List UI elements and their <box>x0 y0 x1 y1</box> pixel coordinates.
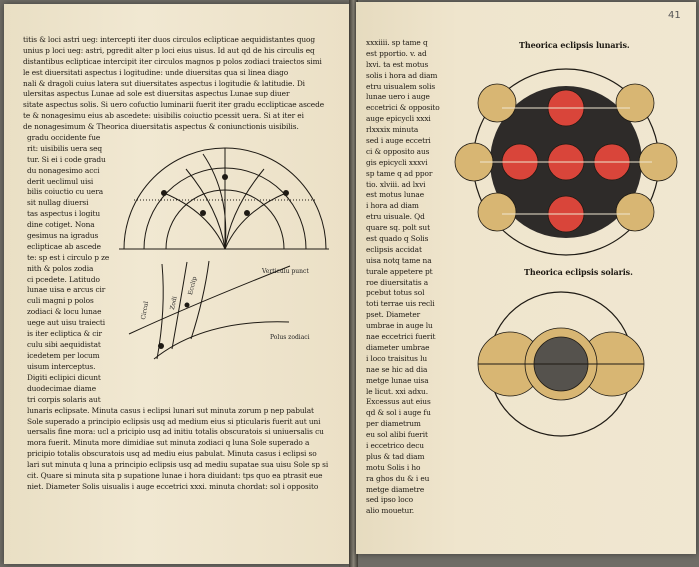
text-line: mora fuerit. Minuta more dimidiae sut minuta zodiaci q luna Sole superado a <box>27 438 310 448</box>
text-line: etru uisualem solis <box>366 81 436 91</box>
text-line: diameter umbrae <box>366 342 430 352</box>
text-line: ulersitas aspectus Lunae ad sole est diuersitas aspectus Lunae sup diuer <box>23 89 290 99</box>
diagram-point <box>200 210 206 216</box>
text-line: turale appetere pt <box>366 266 433 276</box>
text-line: zodiaci & locu lunae <box>27 307 102 317</box>
eclipse-diagrams <box>356 2 696 554</box>
text-line: nali & dragoli cuius latera sut diuersitates aspectus i logitudie & latitudie. Di <box>23 78 305 88</box>
text-line: pcebut totus sol <box>366 288 425 298</box>
text-line: solis i hora ad diam <box>366 70 438 80</box>
text-line: icedetem per locum <box>27 350 100 360</box>
text-line: unius p loci ueg: astri, pgredit alter p loci eius uisus. Id aut qd de his circulis eq <box>23 45 315 55</box>
text-line: tio. xlviii. ad lxvi <box>366 179 426 189</box>
text-line: tur. Si ei i code gradu <box>27 154 106 164</box>
text-line: qd & sol i auge fu <box>366 408 431 418</box>
text-line: lunae uero i auge <box>366 92 430 102</box>
text-line: Excessus aut eius <box>366 397 431 407</box>
text-line: umbrae in auge lu <box>366 321 433 331</box>
text-line: ci & opposito aus <box>366 146 430 156</box>
diagram-point <box>244 210 250 216</box>
solar-eclipse-diagram <box>478 292 644 436</box>
text-line: i loco traisitus lu <box>366 353 427 363</box>
text-line: bilis coiuctio cu uera <box>27 187 104 197</box>
text-line: lunaris eclipsate. Minuta casus i eclipsi lunari sut minuta zorum p nep pabulat <box>27 405 314 415</box>
text-line: sed i auge eccetri <box>366 136 431 146</box>
text-line: auge epicycli xxxi <box>366 114 431 124</box>
text-line: toti terrae uis recli <box>366 299 435 309</box>
text-line: sit nullag diuersi <box>27 198 89 208</box>
text-line: culu sibi aequidistat <box>27 339 101 349</box>
ecliptic-label: Ecclip <box>187 275 199 296</box>
lunar-eclipse-diagram <box>455 69 677 255</box>
text-line: lxvi. ta est motus <box>366 59 429 69</box>
text-line: roe diuersitatis a <box>366 277 429 287</box>
text-line: rit: uisibilis uera seq <box>27 143 102 153</box>
text-line: gesimus na igradus <box>27 231 99 241</box>
text-line: le licut. xxi adxu. <box>366 386 428 396</box>
text-line: nae eccetrici fuerit <box>366 332 436 342</box>
text-line: ci pcedete. Latitudo <box>27 274 100 284</box>
text-line: culi magni p polos <box>27 296 94 306</box>
text-line: est quado q Solis <box>366 234 429 244</box>
text-line: i hora ad diam <box>366 201 419 211</box>
text-line: Digiti eclipici dicunt <box>27 373 101 382</box>
lower-diagram-zodiac-circle <box>154 322 289 359</box>
diagram-point <box>161 190 167 196</box>
text-line: Sole superado a principio eclipsis usq ad medium eius si pticularis fuerit aut uni <box>27 416 321 426</box>
moon-disc-tan <box>478 193 516 231</box>
text-line: uersalis fine mora: ucl a pricipio usq ad initiu totalis obscuratois si uniuersalis cu <box>27 427 324 437</box>
circle-label: Circul <box>140 300 151 321</box>
diagram-point <box>222 174 228 180</box>
text-line: uege aut uisu traiecti <box>27 318 106 328</box>
text-line: dine cotiget. Nona <box>27 220 95 230</box>
text-line: eu sol alibi fuerit <box>366 430 428 440</box>
zodiac-label: Zodi <box>169 295 179 311</box>
text-line: metge diametre <box>366 484 425 494</box>
text-line: motu Solis i ho <box>366 462 421 472</box>
text-line: is iter ecliptica & cir <box>27 329 102 339</box>
text-line: niet. Diameter Solis uisualis i auge eccetrici xxxi. minuta chordat: sol i opposito <box>27 481 319 491</box>
text-line: ra ghos du & i eu <box>366 473 430 483</box>
text-line: pricipio totalis obscuratois usq ad mediu eius pabulat. Minuta casus i eclipsi so <box>27 449 317 459</box>
text-line: nae se hic ad dia <box>366 364 428 374</box>
text-line: tri corpis solaris aut <box>27 394 101 404</box>
text-line: xxxiiii. sp tame q <box>366 38 428 47</box>
text-line: du nonagesimo acci <box>27 165 100 175</box>
text-line: distantibus eclipticae intercipit iter circulos magnos p polos zodiaci traiectos simi <box>23 56 322 66</box>
zodiac-pole-label: Polus zodiaci <box>270 334 310 341</box>
moon-disc-tan <box>616 193 654 231</box>
text-line: duodecimae diame <box>27 383 96 393</box>
text-line: plus & tad diam <box>366 451 425 461</box>
folio-number: 41 <box>668 10 681 21</box>
solar-eclipse-title: Theorica eclipsis solaris. <box>524 267 633 277</box>
diagram-point <box>283 190 289 196</box>
text-line: pset. Diameter <box>366 310 421 320</box>
text-line: sed ipso loco <box>366 495 414 505</box>
lower-diagram-point <box>185 303 190 308</box>
vertex-point-label: Verticulu punct <box>262 268 309 275</box>
text-line: nith & polos zodia <box>27 263 94 273</box>
text-line: titis & loci astri ueg: intercepti iter duos circulos eclipticae aequidistantes quog <box>23 35 316 44</box>
lower-diagram-point <box>158 343 164 349</box>
text-line: te & nonagesimu eius ab ascedete: uisibilis coiuctio pcessit uera. Si at iter ei <box>23 111 304 121</box>
text-line: sp tame q ad ppor <box>366 168 433 178</box>
text-line: derit ueclimul uisi <box>27 176 94 186</box>
moon-disc-tan <box>616 84 654 122</box>
text-line: per diametrum <box>366 419 421 429</box>
text-line: uisa notq tame na <box>366 255 432 265</box>
diagram-caption: de nonagesimum & Theorica diuersitatis aspectus & coniunctionis uisibilis. <box>23 122 299 132</box>
text-line: gis epicycli xxxvi <box>366 157 428 167</box>
text-line: metge lunae uisa <box>366 375 429 385</box>
lunar-eclipse-title: Theorica eclipsis lunaris. <box>519 40 630 50</box>
text-line: lunae uisa e arcus cir <box>27 285 106 295</box>
text-line: sitate aspectus solis. Si uero cofuctio luminarii fuerit iter gradu ecclipticae ascede <box>23 100 324 110</box>
parallax-diagram <box>4 4 351 564</box>
text-line: lari sut minuta q luna a principio eclipsis usq ad mediu supatae sua uisu Sole sp si <box>27 460 329 470</box>
text-line: le est diuersitati aspectus i logitudine: unde diuersitas qua si linea diago <box>23 67 289 77</box>
text-line: uisum interceptus. <box>27 361 96 371</box>
text-line: rlxxxix minuta <box>366 125 419 135</box>
text-line: est pportio. v. ad <box>366 48 427 58</box>
text-line: etru uisuale. Qd <box>366 212 425 222</box>
text-line: eclipsis accidat <box>366 244 422 254</box>
lower-diagram-ecliptic <box>129 266 290 334</box>
text-line: eclipticae ab ascede <box>27 241 101 251</box>
right-page <box>356 2 696 554</box>
text-line: quare sq. polt sut <box>366 223 430 233</box>
text-line: tas aspectus i logitu <box>27 209 101 219</box>
text-line: eccetrici & opposito <box>366 103 440 113</box>
text-line: alio mouetur. <box>366 506 415 516</box>
text-line: gradu occidente fue <box>27 133 101 142</box>
text-line: est motus lunae <box>366 190 424 200</box>
text-line: te: sp est i circulo p ze <box>27 252 110 262</box>
left-page <box>4 4 351 564</box>
text-line: i eccetrico decu <box>366 440 424 450</box>
moon-disc-tan <box>478 84 516 122</box>
text-line: cit. Quare si minuta sita p supatione lunae i hora diuidant: tps quo ea ptrasit eue <box>27 471 323 481</box>
